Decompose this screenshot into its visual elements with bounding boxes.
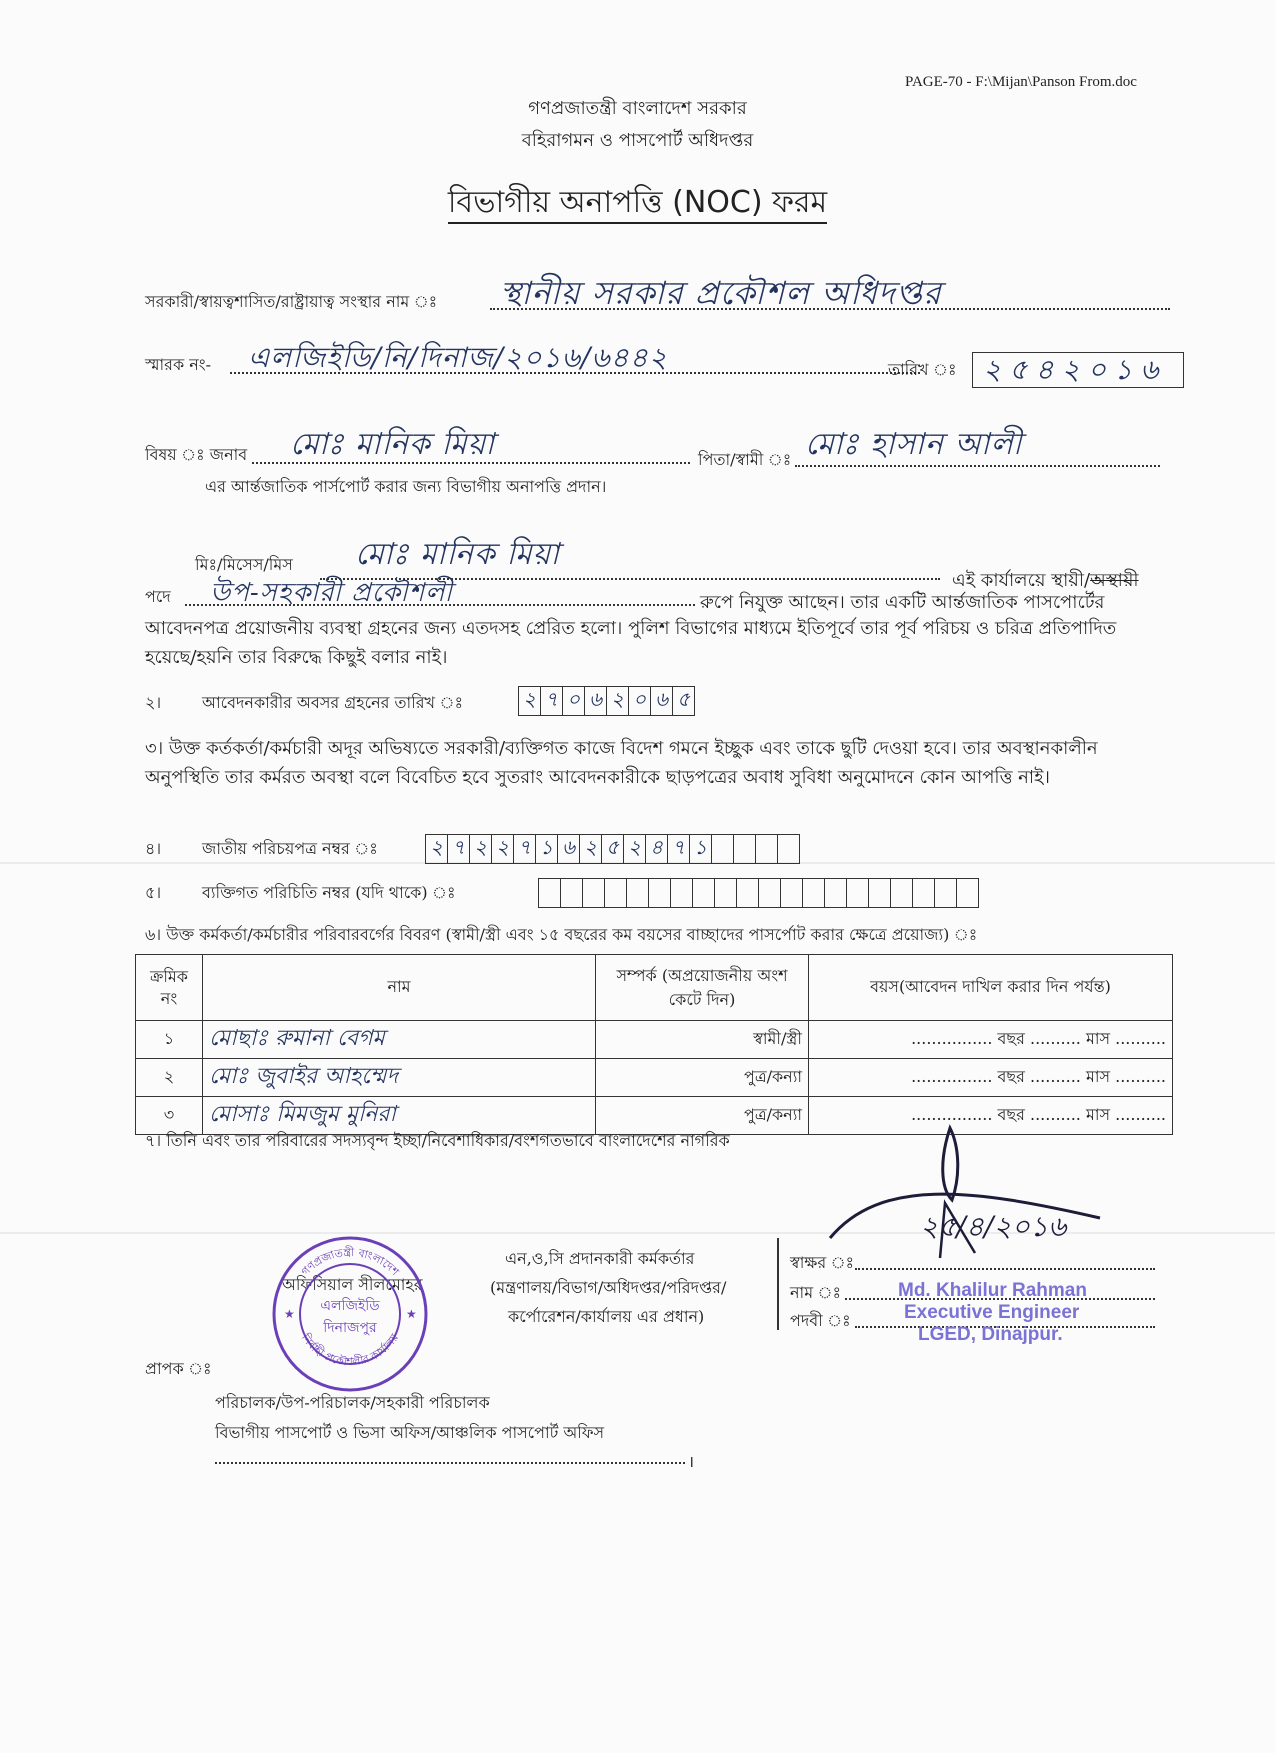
personal-id-digit xyxy=(759,879,781,907)
row-serial: ২ xyxy=(136,1059,203,1097)
row-serial: ৩ xyxy=(136,1097,203,1135)
nid-boxes xyxy=(425,834,800,864)
retirement-date-digit: ৬ xyxy=(585,687,607,715)
post-label: পদে xyxy=(145,587,171,606)
personal-id-digit xyxy=(693,879,715,907)
handwritten-signature xyxy=(790,1118,1110,1268)
signatory-designation: Executive Engineer xyxy=(904,1302,1080,1323)
seal-bottom-text: নির্বাহী প্রকৌশলীর কার্যালয় xyxy=(298,1331,402,1369)
designation-label: পদবী ঃ xyxy=(790,1311,851,1330)
col-serial: ক্রমিক নং xyxy=(136,955,203,1021)
date-label: তারিখ ঃ xyxy=(888,360,957,379)
nid-digit: ২ xyxy=(624,835,646,863)
nid-digit xyxy=(778,835,799,863)
item6-text: ৬। উক্ত কর্মকর্তা/কর্মচারীর পরিবারবর্গের বিবরণ (স্বামী/স্ত্রী এবং ১৫ বছরের কম বয়সের বাচ্ছাদের পাসর্পোট করার ক্ষেত্রে প্রয়োজ্য) ঃ xyxy=(145,925,978,944)
noc-authority-line2: (মন্ত্রণালয়/বিভাগ/অধিদপ্তর/পরিদপ্তর/ xyxy=(490,1278,727,1297)
document-reference: PAGE-70 - F:\Mijan\Panson From.doc xyxy=(905,74,1137,90)
recipient-end: । xyxy=(688,1452,695,1471)
item5-number: ৫। xyxy=(145,883,162,902)
govt-header-line2: বহিরাগমন ও পাসপোর্ট অধিদপ্তর xyxy=(521,130,754,151)
sign-label: স্বাক্ষর ঃ xyxy=(790,1253,855,1272)
stamp-label: অফিসিয়াল সীলমোহর xyxy=(282,1275,423,1294)
retirement-date-digit: ৭ xyxy=(541,687,563,715)
date-box xyxy=(972,352,1184,388)
col-relation: সম্পর্ক (অপ্রয়োজনীয় অংশ কেটে দিন) xyxy=(596,955,809,1021)
retirement-date-digit: ২ xyxy=(607,687,629,715)
post-value: উপ-সহকারী প্রকৌশলী xyxy=(210,578,453,608)
col-age: বয়স(আবেদন দাখিল করার দিন পর্যন্ত) xyxy=(809,955,1173,1021)
col-name: নাম xyxy=(203,955,596,1021)
nid-digit: ৬ xyxy=(558,835,580,863)
signature-stroke xyxy=(943,1128,958,1200)
item2-label: আবেদনকারীর অবসর গ্রহনের তারিখ ঃ xyxy=(202,693,464,712)
seal-line1: এলজিইডি xyxy=(320,1298,380,1314)
struck-temporary: অস্থায়ী xyxy=(1090,570,1139,591)
subject-suffix: এর আর্ন্তজাতিক পার্সপোর্ট করার জন্য বিভাগীয় অনাপত্তি প্রদান। xyxy=(205,477,607,496)
signatory-name: Md. Khalilur Rahman xyxy=(898,1280,1087,1301)
personal-id-digit xyxy=(715,879,737,907)
memo-value: এলজিইডি/নি/দিনাজ/২০১৬/৬৪৪২ xyxy=(248,341,669,374)
nid-digit xyxy=(712,835,734,863)
family-table xyxy=(135,954,1173,1135)
noc-authority-line1: এন,ও,সি প্রদানকারী কর্মকর্তার xyxy=(505,1249,695,1268)
personal-id-digit xyxy=(605,879,627,907)
govt-header-line1: গণপ্রজাতন্ত্রী বাংলাদেশ সরকার xyxy=(528,98,747,119)
official-seal xyxy=(270,1234,430,1394)
nid-digit xyxy=(734,835,756,863)
nid-digit: ২ xyxy=(470,835,492,863)
seal-star-left: ★ xyxy=(284,1307,295,1321)
nid-digit: ৭ xyxy=(514,835,536,863)
row-age: ................ বছর .......... মাস .......... xyxy=(809,1059,1173,1097)
subject-label: বিষয় ঃ জনাব xyxy=(145,445,248,464)
personal-id-digit xyxy=(869,879,891,907)
personal-id-digit xyxy=(781,879,803,907)
row-relation: স্বামী/স্ত্রী xyxy=(596,1021,809,1059)
item7-text: ৭। তিনি এবং তার পরিবারের সদস্যবৃন্দ ইচ্ছা/নিবেশাধিকার/বংশগতভাবে বাংলাদেশের নাগরিক xyxy=(145,1131,730,1150)
row-name: মোছাঃ রুমানা বেগম xyxy=(203,1021,596,1059)
nid-digit: ২ xyxy=(492,835,514,863)
memo-label: স্মারক নং- xyxy=(145,355,212,374)
retirement-date-digit: ২ xyxy=(519,687,541,715)
office-text-label: এই কার্যালয়ে স্থায়ী/ xyxy=(952,570,1091,591)
sign-dotline xyxy=(855,1268,1155,1270)
item4-number: ৪। xyxy=(145,839,162,858)
nid-digit: ৫ xyxy=(602,835,624,863)
nid-digit: ২ xyxy=(580,835,602,863)
signature-date: ২৫/৪/২০১৬ xyxy=(920,1210,1067,1243)
seal-top-text: গণপ্রজাতন্ত্রী বাংলাদেশ xyxy=(298,1245,402,1279)
table-row xyxy=(136,1059,1173,1097)
retirement-date-boxes xyxy=(518,686,695,716)
father-value: মোঃ হাসান আলী xyxy=(805,427,1023,462)
row-name: মোসাঃ মিমজুম মুনিরা xyxy=(203,1097,596,1135)
item4-label: জাতীয় পরিচয়পত্র নম্বর ঃ xyxy=(202,839,378,858)
personal-id-digit xyxy=(539,879,561,907)
form-title-wrap xyxy=(0,178,1275,229)
item5-label: ব্যক্তিগত পরিচিতি নম্বর (যদি থাকে) ঃ xyxy=(202,883,456,902)
item3-paragraph: ৩। উক্ত কর্তকর্তা/কর্মচারী অদূর অভিষ্যতে সরকারী/ব্যক্তিগত কাজে বিদেশ গমনে ইচ্ছুক এবং তাকে ছুটি দেওয়া হবে। তার অবস্থানকালীন অনুপস্থিতি তার কর্মরত অবস্থা বলে বিবেচিত হবে সুতরাং আবেদনকারীকে ছাড়পত্রের অবাধ সুবিধা অনুমোদনে কোন আপত্তি নাই। xyxy=(145,738,1098,788)
personal-id-digit xyxy=(583,879,605,907)
row-age: ................ বছর .......... মাস .......... xyxy=(809,1021,1173,1059)
row-name: মোঃ জুবাইর আহম্মেদ xyxy=(203,1059,596,1097)
subject-name: মোঃ মানিক মিয়া xyxy=(290,427,496,462)
nid-digit: ১ xyxy=(690,835,712,863)
signature-divider xyxy=(777,1238,779,1330)
signatory-office: LGED, Dinajpur. xyxy=(918,1324,1063,1345)
nid-digit: ৭ xyxy=(448,835,470,863)
row-relation: পুত্র/কন্যা xyxy=(596,1097,809,1135)
retirement-date-digit: ৬ xyxy=(651,687,673,715)
item2-number: ২। xyxy=(145,693,162,712)
body-paragraph: আবেদনপত্র প্রয়োজনীয় ব্যবস্থা গ্রহনের জন্য এতদসহ প্রেরিত হলো। পুলিশ বিভাগের মাধ্যমে ইতিপূর্বে তার পূর্ব পরিচয় ও চরিত্র প্রতিপাদিত হয়েছে/হয়নি তার বিরুদ্ধে কিছুই বলার নাই। xyxy=(145,618,1117,668)
row-age: ................ বছর .......... মাস .......... xyxy=(809,1097,1173,1135)
post-suffix: রুপে নিযুক্ত আছেন। তার একটি আর্ন্তজাতিক পাসপোর্টের xyxy=(700,592,1105,613)
family-table-header xyxy=(136,955,1173,1021)
personal-id-boxes xyxy=(538,878,979,908)
person-name: মোঃ মানিক মিয়া xyxy=(355,537,561,572)
retirement-date-digit: ৫ xyxy=(677,686,690,711)
nid-digit: ১ xyxy=(536,835,558,863)
personal-id-digit xyxy=(957,879,978,907)
retirement-date-digit: ০ xyxy=(563,687,585,715)
noc-authority-line3: কর্পোরেশন/কার্যালয় এর প্রধান) xyxy=(508,1307,705,1326)
personal-id-digit xyxy=(737,879,759,907)
nid-digit xyxy=(756,835,778,863)
personal-id-digit xyxy=(847,879,869,907)
seal-star-right: ★ xyxy=(406,1307,417,1321)
personal-id-digit xyxy=(561,879,583,907)
personal-id-digit xyxy=(913,879,935,907)
recipient-line1: পরিচালক/উপ-পরিচালক/সহকারী পরিচালক xyxy=(215,1393,490,1412)
retirement-date-digit: ০ xyxy=(629,687,651,715)
personal-id-digit xyxy=(671,879,693,907)
nid-digit: ২ xyxy=(426,835,448,863)
seal-line2: দিনাজপুর xyxy=(323,1320,377,1336)
recipient-label: প্রাপক ঃ xyxy=(145,1359,212,1378)
personal-id-digit xyxy=(825,879,847,907)
personal-id-digit xyxy=(649,879,671,907)
date-value: ২৫৪২০১৬ xyxy=(983,353,1167,386)
row-serial: ১ xyxy=(136,1021,203,1059)
nid-digit: ৭ xyxy=(668,835,690,863)
org-value: স্থানীয় সরকার প্রকৌশল অধিদপ্তর xyxy=(500,274,942,312)
nid-digit: ৪ xyxy=(646,835,668,863)
personal-id-digit xyxy=(627,879,649,907)
father-label: পিতা/স্বামী ঃ xyxy=(698,450,792,469)
salutation-label: মিঃ/মিসেস/মিস xyxy=(195,555,293,574)
form-title: বিভাগীয় অনাপত্তি (NOC) ফরম xyxy=(448,185,827,224)
org-label: সরকারী/স্বায়ত্বশাসিত/রাষ্ট্রায়াত্ব সংস্থার নাম ঃ xyxy=(145,292,438,311)
personal-id-digit xyxy=(803,879,825,907)
row-relation: পুত্র/কন্যা xyxy=(596,1059,809,1097)
name-label: নাম ঃ xyxy=(790,1283,842,1302)
table-row xyxy=(136,1021,1173,1059)
recipient-dotline xyxy=(215,1462,685,1464)
personal-id-digit xyxy=(935,879,957,907)
personal-id-digit xyxy=(891,879,913,907)
recipient-line2: বিভাগীয় পাসপোর্ট ও ভিসা অফিস/আঞ্চলিক পাসপোর্ট অফিস xyxy=(215,1423,605,1442)
